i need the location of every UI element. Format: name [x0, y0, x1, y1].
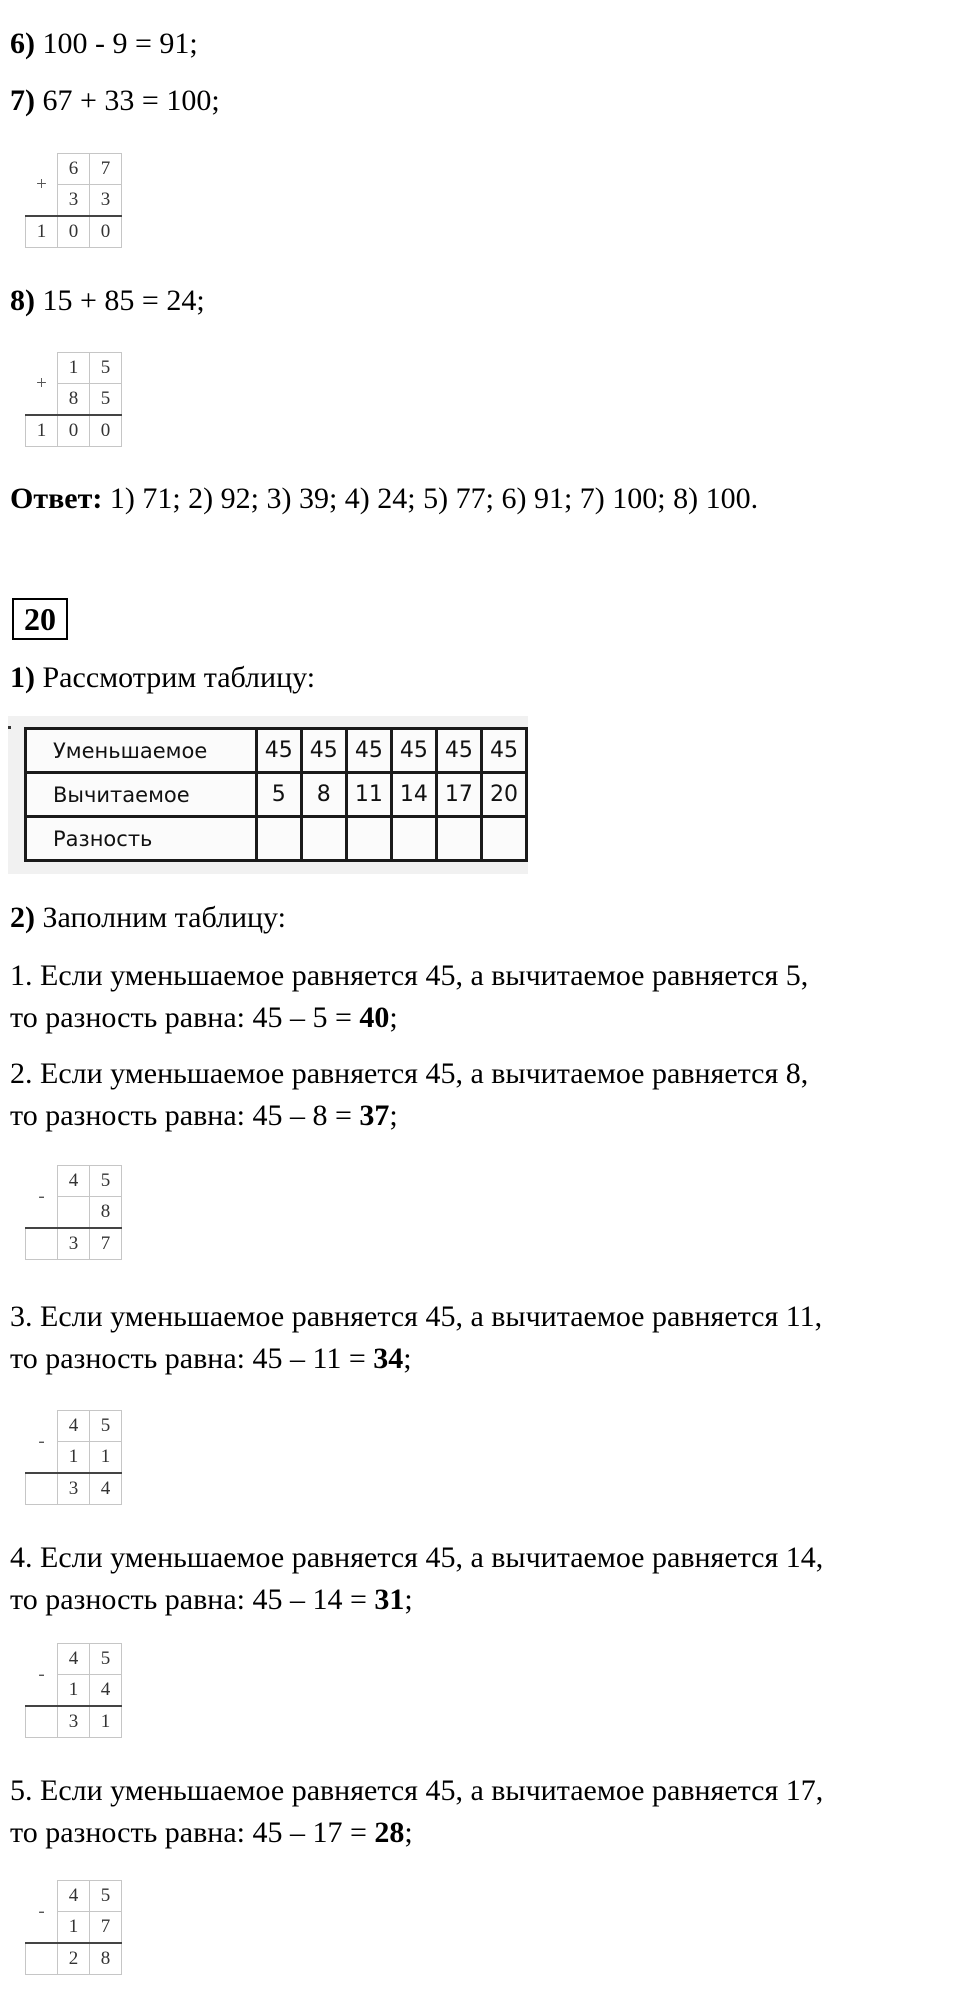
result-digit: 1	[26, 415, 58, 447]
digit-cell: 3	[90, 185, 122, 217]
table-cell: 45	[346, 729, 391, 773]
result-blank	[26, 1228, 58, 1260]
table-cell: 45	[301, 729, 346, 773]
step-punct: ;	[389, 1099, 398, 1132]
step-text: 1. Если уменьшаемое равняется 45, а вычитаемое равняется 5,	[10, 959, 809, 992]
digit-cell: 4	[58, 1644, 90, 1675]
item-7	[10, 81, 220, 121]
answer-label: Ответ:	[10, 482, 103, 515]
result-digit: 3	[58, 1228, 90, 1260]
part-1-heading	[10, 658, 315, 698]
digit-cell: 4	[58, 1411, 90, 1442]
addition-grid-15-85	[25, 352, 122, 447]
item-7-text: 67 + 33 = 100;	[35, 84, 220, 117]
addition-grid-67-33	[25, 153, 122, 248]
result-digit: 0	[90, 415, 122, 447]
table-cell: 14	[391, 773, 436, 817]
result-digit: 3	[58, 1473, 90, 1505]
step-text: 4. Если уменьшаемое равняется 45, а вычитаемое равняется 14,	[10, 1541, 824, 1574]
subtraction-grid-45-8	[25, 1165, 122, 1260]
step-2	[10, 1053, 955, 1137]
result-digit: 0	[58, 216, 90, 248]
operator-sign: +	[26, 353, 58, 416]
table-row	[26, 773, 527, 817]
table-cell: 17	[436, 773, 481, 817]
result-digit: 0	[58, 415, 90, 447]
part-1-number: 1)	[10, 661, 35, 694]
digit-cell: 5	[90, 384, 122, 416]
item-7-number: 7)	[10, 84, 35, 117]
step-result: 37	[359, 1099, 390, 1132]
result-digit: 8	[90, 1943, 122, 1975]
step-text: то разность равна: 45 – 8 =	[10, 1099, 360, 1132]
table-cell: 5	[256, 773, 301, 817]
step-text: то разность равна: 45 – 17 =	[10, 1816, 375, 1849]
digit-cell: 5	[90, 1644, 122, 1675]
table-cell: 20	[481, 773, 526, 817]
subtraction-grid-45-11	[25, 1410, 122, 1505]
row-label: Разность	[26, 817, 257, 861]
result-digit: 2	[58, 1943, 90, 1975]
result-blank	[26, 1473, 58, 1505]
table-cell	[346, 817, 391, 861]
row-label: Вычитаемое	[26, 773, 257, 817]
scan-speck	[8, 726, 11, 729]
step-result: 40	[359, 1001, 390, 1034]
item-6-number: 6)	[10, 27, 35, 60]
digit-cell: 7	[90, 1912, 122, 1944]
digit-cell	[58, 1197, 90, 1229]
step-text: то разность равна: 45 – 11 =	[10, 1342, 374, 1375]
digit-cell: 4	[58, 1881, 90, 1912]
result-digit: 7	[90, 1228, 122, 1260]
item-8-text: 15 + 85 = 24;	[35, 284, 205, 317]
operator-sign: +	[26, 154, 58, 217]
table-cell	[256, 817, 301, 861]
result-digit: 3	[58, 1706, 90, 1738]
table-row	[26, 817, 527, 861]
part-2-heading	[10, 898, 286, 938]
table-cell	[436, 817, 481, 861]
table-cell: 45	[256, 729, 301, 773]
row-label: Уменьшаемое	[26, 729, 257, 773]
step-punct: ;	[404, 1816, 413, 1849]
digit-cell: 3	[58, 185, 90, 217]
step-text: 5. Если уменьшаемое равняется 45, а вычитаемое равняется 17,	[10, 1774, 824, 1807]
item-8	[10, 281, 205, 321]
digit-cell: 7	[90, 154, 122, 185]
result-digit: 1	[26, 216, 58, 248]
table-cell: 45	[391, 729, 436, 773]
digit-cell: 4	[90, 1675, 122, 1707]
operator-sign: -	[26, 1644, 58, 1707]
item-6-text: 100 - 9 = 91;	[35, 27, 198, 60]
result-digit: 0	[90, 216, 122, 248]
operator-sign: -	[26, 1881, 58, 1944]
step-1	[10, 955, 955, 1039]
digit-cell: 5	[90, 353, 122, 384]
subtraction-table	[24, 727, 528, 862]
step-punct: ;	[389, 1001, 398, 1034]
table-cell	[391, 817, 436, 861]
table-row	[26, 729, 527, 773]
table-cell: 8	[301, 773, 346, 817]
table-cell	[481, 817, 526, 861]
result-digit: 4	[90, 1473, 122, 1505]
table-cell: 45	[436, 729, 481, 773]
step-result: 28	[374, 1816, 405, 1849]
subtraction-grid-45-17	[25, 1880, 122, 1975]
step-text: то разность равна: 45 – 5 =	[10, 1001, 360, 1034]
step-result: 31	[374, 1583, 405, 1616]
table-cell: 11	[346, 773, 391, 817]
step-text: то разность равна: 45 – 14 =	[10, 1583, 375, 1616]
task-number-box: 20	[12, 598, 68, 640]
step-text: 3. Если уменьшаемое равняется 45, а вычитаемое равняется 11,	[10, 1300, 823, 1333]
result-blank	[26, 1943, 58, 1975]
digit-cell: 6	[58, 154, 90, 185]
step-5	[10, 1770, 955, 1854]
answer-line	[10, 479, 758, 519]
scanned-table-image	[8, 716, 528, 874]
digit-cell: 1	[58, 1675, 90, 1707]
digit-cell: 1	[90, 1442, 122, 1474]
step-punct: ;	[403, 1342, 412, 1375]
digit-cell: 5	[90, 1166, 122, 1197]
result-digit: 1	[90, 1706, 122, 1738]
item-6	[10, 24, 198, 64]
part-2-number: 2)	[10, 901, 35, 934]
operator-sign: -	[26, 1166, 58, 1229]
part-1-text: Рассмотрим таблицу:	[35, 661, 316, 694]
digit-cell: 1	[58, 353, 90, 384]
result-blank	[26, 1706, 58, 1738]
part-2-text: Заполним таблицу:	[35, 901, 287, 934]
step-3	[10, 1296, 955, 1380]
digit-cell: 8	[90, 1197, 122, 1229]
table-cell: 45	[481, 729, 526, 773]
table-cell	[301, 817, 346, 861]
step-punct: ;	[404, 1583, 413, 1616]
answer-text: 1) 71; 2) 92; 3) 39; 4) 24; 5) 77; 6) 91; 7) 100; 8) 100.	[102, 482, 759, 515]
digit-cell: 1	[58, 1912, 90, 1944]
subtraction-grid-45-14	[25, 1643, 122, 1738]
digit-cell: 5	[90, 1411, 122, 1442]
digit-cell: 4	[58, 1166, 90, 1197]
digit-cell: 5	[90, 1881, 122, 1912]
operator-sign: -	[26, 1411, 58, 1474]
step-4	[10, 1537, 955, 1621]
digit-cell: 1	[58, 1442, 90, 1474]
step-result: 34	[373, 1342, 404, 1375]
step-text: 2. Если уменьшаемое равняется 45, а вычитаемое равняется 8,	[10, 1057, 809, 1090]
item-8-number: 8)	[10, 284, 35, 317]
digit-cell: 8	[58, 384, 90, 416]
